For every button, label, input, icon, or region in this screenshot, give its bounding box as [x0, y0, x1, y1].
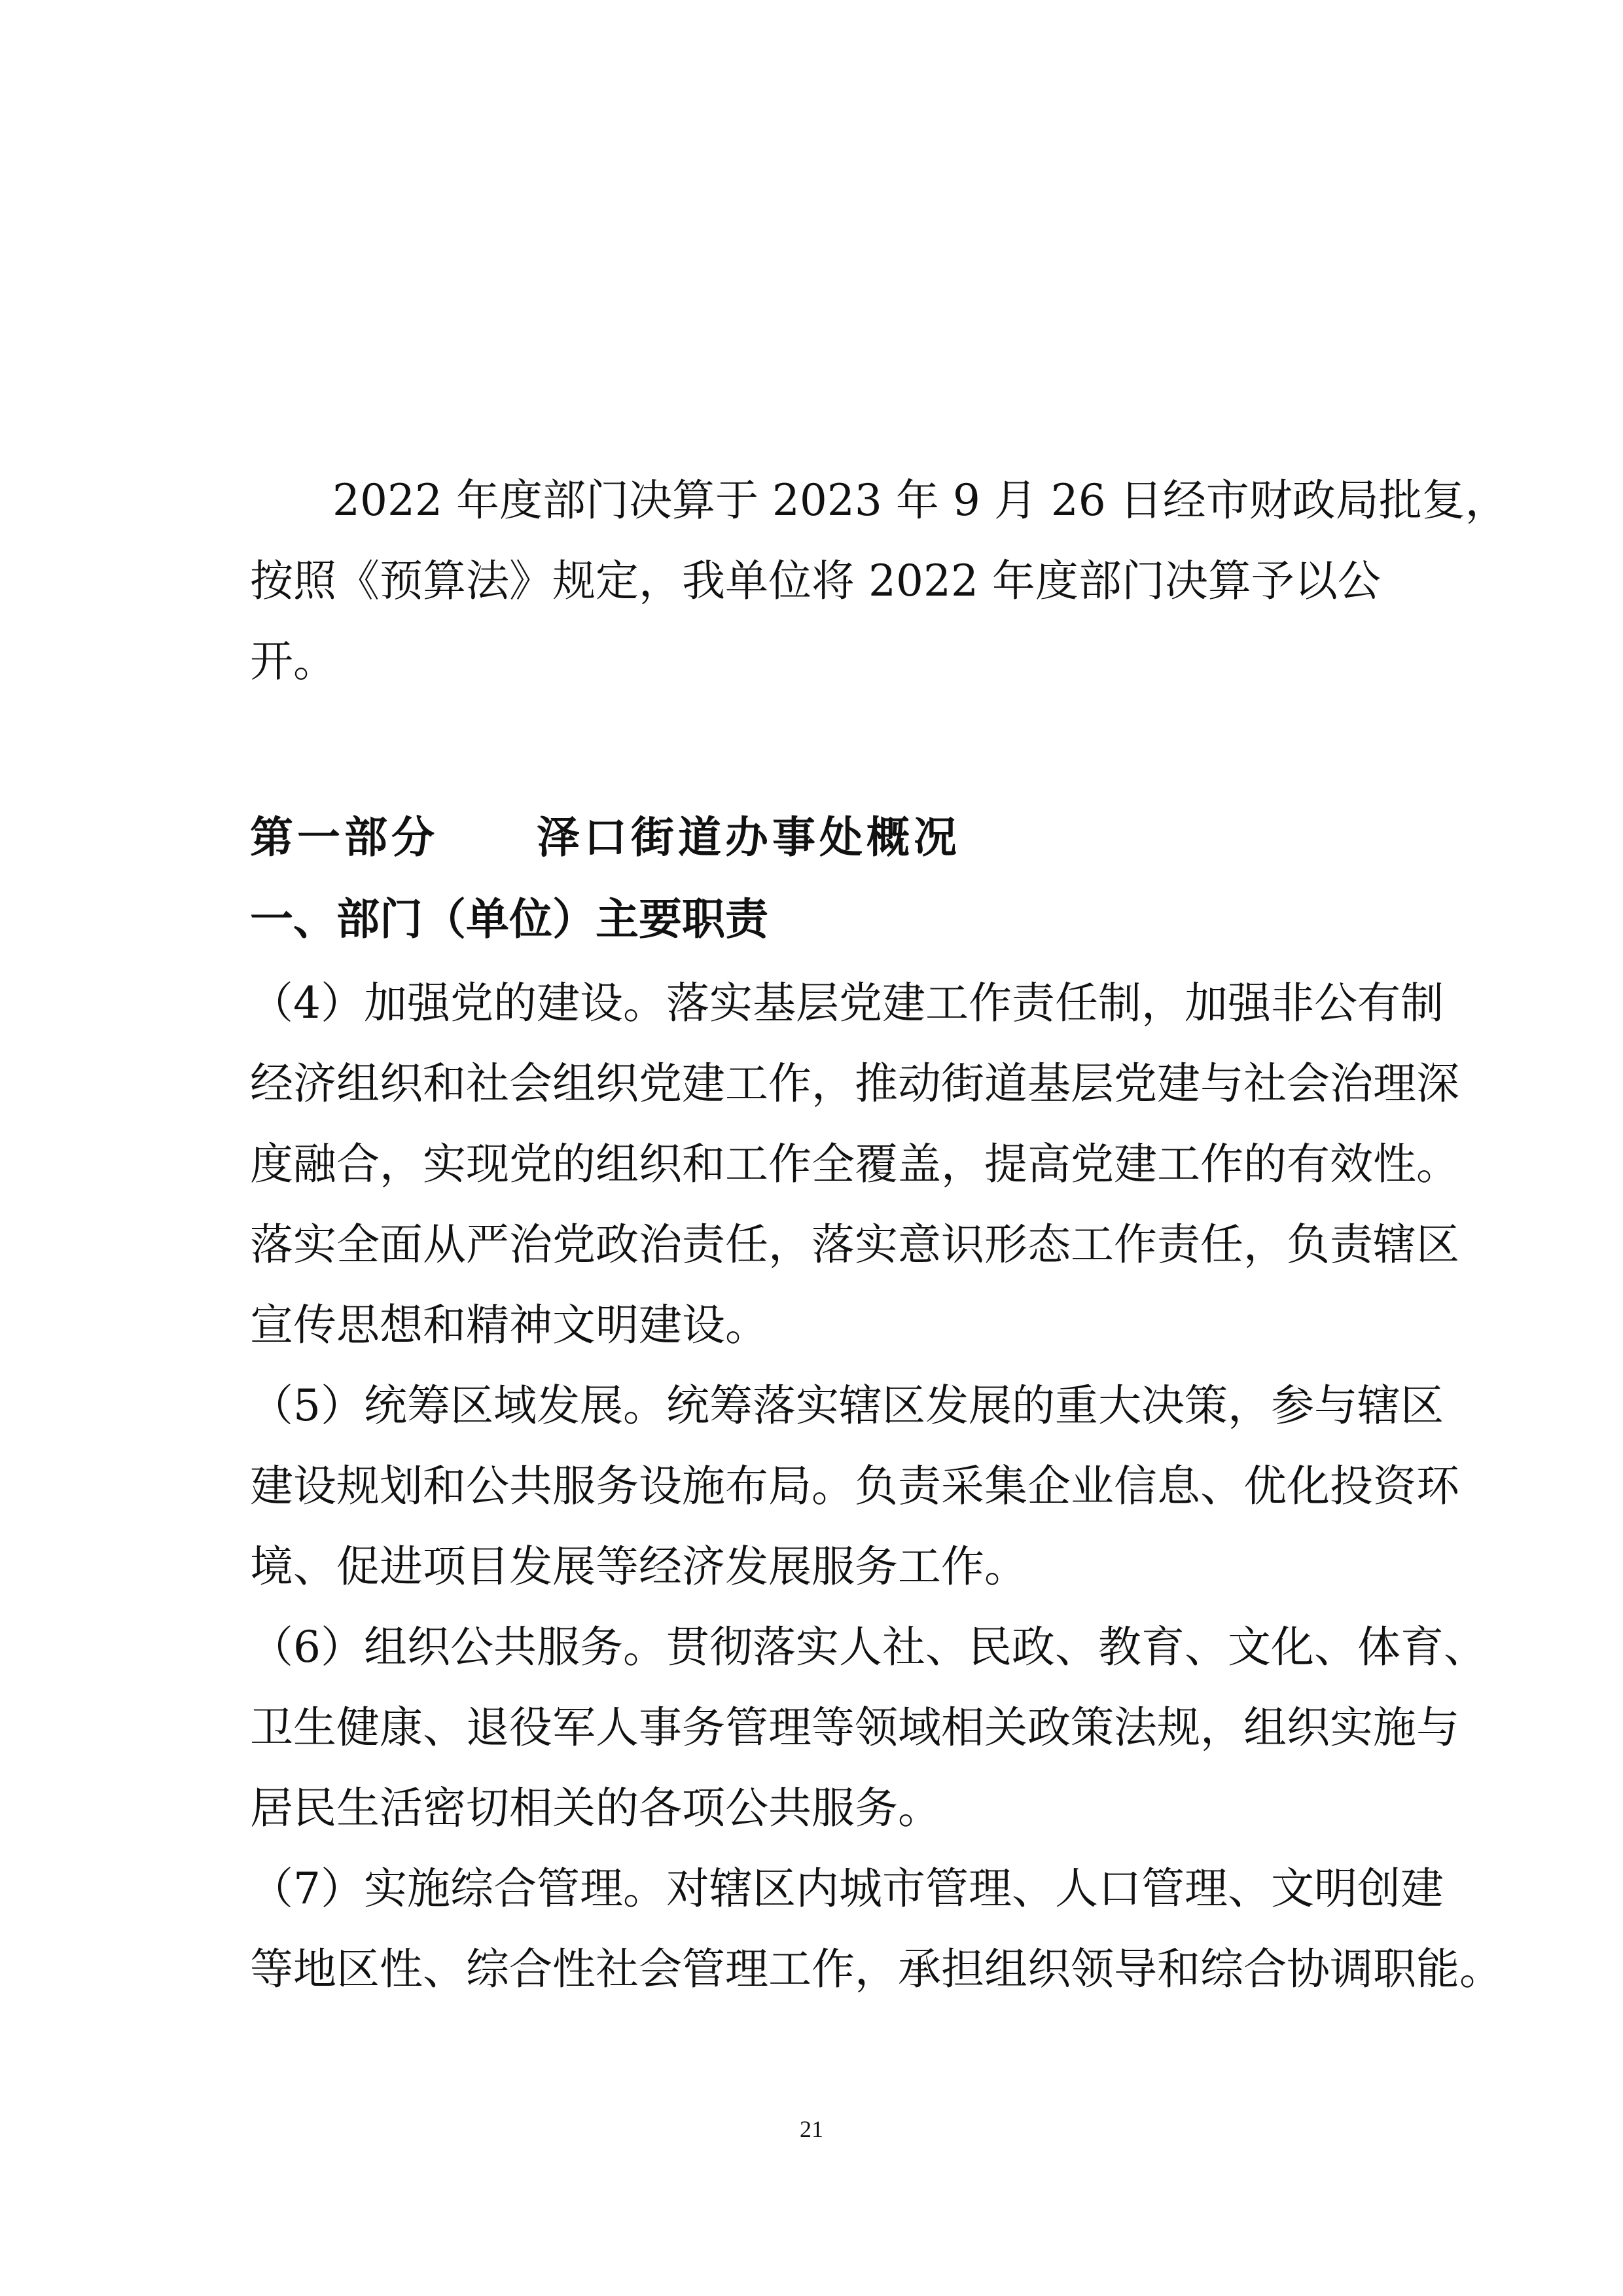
duty-line: 度融合，实现党的组织和工作全覆盖，提高党建工作的有效性。 [250, 1139, 1459, 1189]
part-title: 泽口街道办事处概况 [537, 812, 961, 863]
intro-line: 开。 [250, 636, 336, 687]
duty-line: （6）组织公共服务。贯彻落实人社、民政、教育、文化、体育、 [250, 1622, 1487, 1672]
duty-line: （7）实施综合管理。对辖区内城市管理、人口管理、文明创建 [250, 1863, 1444, 1914]
duty-line: 落实全面从严治党政治责任，落实意识形态工作责任，负责辖区 [250, 1219, 1459, 1270]
section-heading: 一、部门（单位）主要职责 [250, 894, 768, 944]
duty-line: 建设规划和公共服务设施布局。负责采集企业信息、优化投资环 [250, 1461, 1459, 1511]
duty-line: 宣传思想和精神文明建设。 [250, 1300, 768, 1350]
duty-line: 经济组织和社会组织党建工作，推动街道基层党建与社会治理深 [250, 1058, 1459, 1109]
duty-line: 居民生活密切相关的各项公共服务。 [250, 1783, 941, 1833]
duty-line: （5）统筹区域发展。统筹落实辖区发展的重大决策，参与辖区 [250, 1380, 1444, 1431]
duty-line: 等地区性、综合性社会管理工作，承担组织领导和综合协调职能。 [250, 1944, 1503, 1994]
duty-line: （4）加强党的建设。落实基层党建工作责任制，加强非公有制 [250, 978, 1444, 1028]
page-number: 21 [800, 2116, 823, 2142]
duty-line: 境、促进项目发展等经济发展服务工作。 [250, 1541, 1027, 1592]
duty-line: 卫生健康、退役军人事务管理等领域相关政策法规，组织实施与 [250, 1702, 1459, 1753]
part-heading [250, 805, 1373, 870]
part-label: 第一部分 [250, 812, 438, 863]
intro-line: 2022 年度部门决算于 2023 年 9 月 26 日经市财政局批复， [332, 475, 1508, 526]
intro-line: 按照《预算法》规定，我单位将 2022 年度部门决算予以公 [250, 556, 1381, 606]
